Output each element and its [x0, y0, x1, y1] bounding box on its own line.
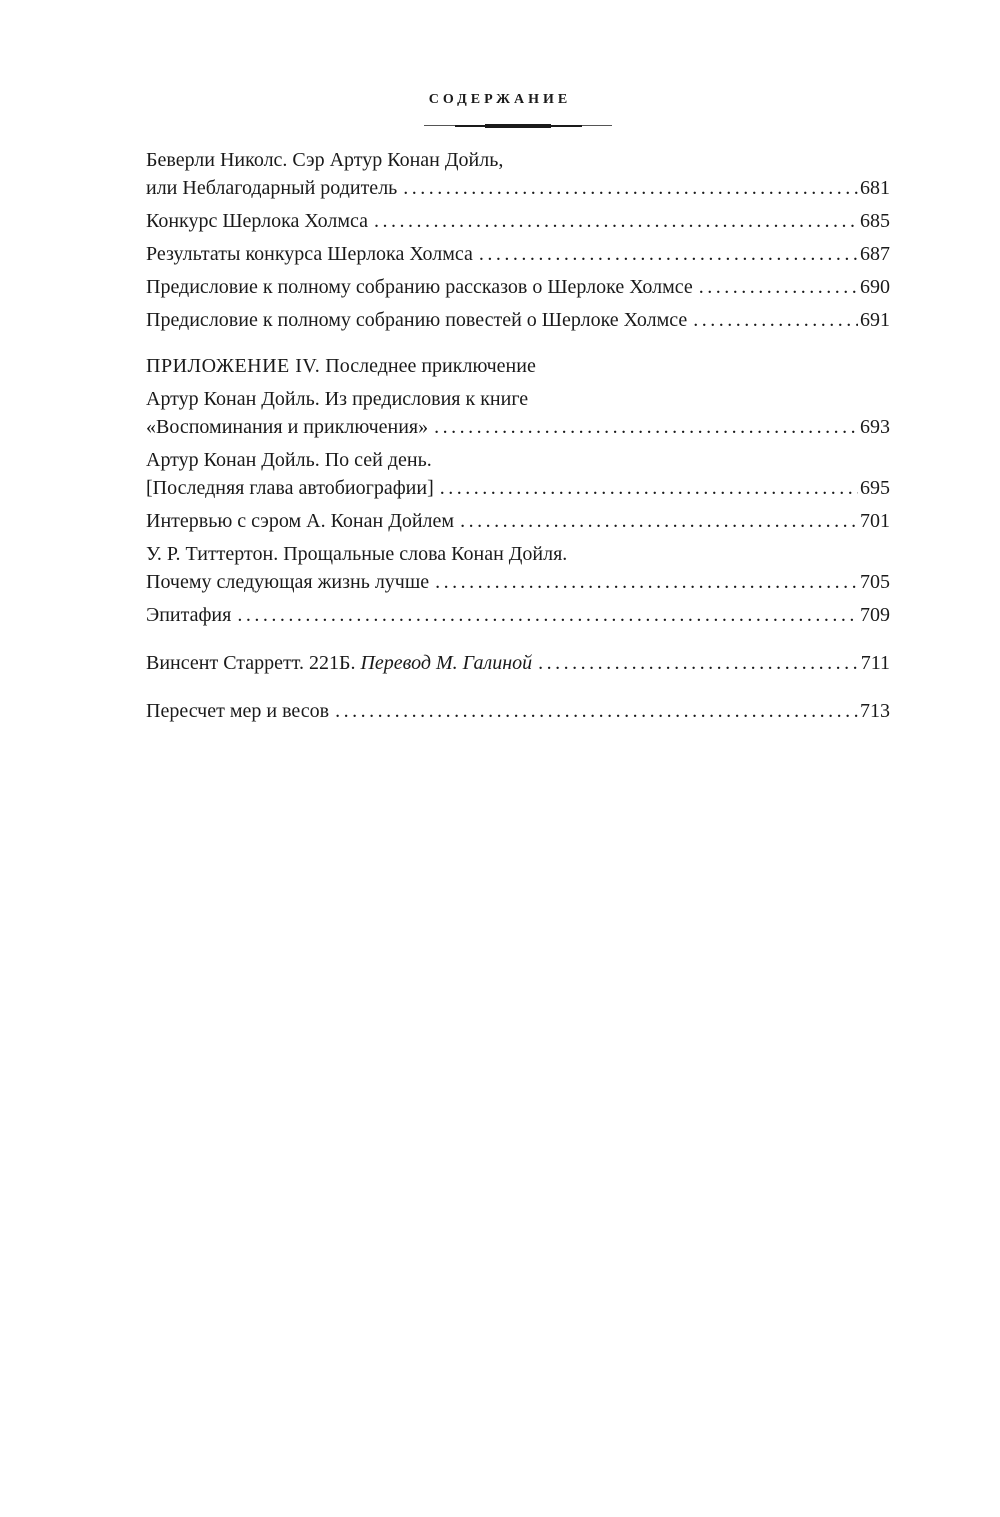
entry-title: Эпитафия: [146, 604, 232, 626]
toc-entry-preface-stories[interactable]: [146, 273, 890, 301]
dot-leader: [460, 507, 858, 535]
entry-title-line2: [Последняя глава автобиографии]: [146, 477, 434, 499]
page-number: 701: [860, 510, 890, 532]
dot-leader: [403, 174, 858, 202]
toc-entry-epitaph[interactable]: [146, 601, 890, 629]
divider-thick-line: [485, 124, 551, 128]
entry-title-line1: Беверли Николс. Сэр Артур Конан Дойль,: [146, 149, 504, 171]
page-number: 711: [860, 652, 890, 674]
page-number: 693: [860, 416, 890, 438]
entry-title-line1: Артур Конан Дойль. По сей день.: [146, 449, 432, 471]
toc-entry-contest-results[interactable]: [146, 240, 890, 268]
entry-title-line2: или Неблагодарный родитель: [146, 177, 398, 199]
page-number: 713: [860, 700, 890, 722]
section-heading-appendix-4[interactable]: [146, 352, 890, 380]
toc-entry-preface-novels[interactable]: [146, 306, 890, 334]
page-number: 705: [860, 571, 890, 593]
toc-entry-to-this-day[interactable]: [146, 446, 890, 502]
toc-entry-memories-preface[interactable]: [146, 385, 890, 441]
page-number: 709: [860, 604, 890, 626]
dot-leader: [237, 601, 858, 629]
entry-title: [146, 649, 538, 677]
dot-leader: [440, 474, 858, 502]
dot-leader: [435, 568, 858, 596]
ornamental-divider: [424, 124, 612, 128]
entry-title: Конкурс Шерлока Холмса: [146, 210, 368, 232]
toc-entry-nichols[interactable]: [146, 146, 890, 202]
dot-leader: [479, 240, 858, 268]
toc-entry-starrett[interactable]: [146, 649, 890, 677]
dot-leader: [434, 413, 858, 441]
entry-title-line1: У. Р. Титтертон. Прощальные слова Конан Дойля.: [146, 543, 568, 565]
dot-leader: [693, 306, 858, 334]
entry-title-main: Винсент Старретт. 221Б.: [146, 652, 356, 674]
dot-leader: [374, 207, 858, 235]
toc-entry-measures[interactable]: [146, 697, 890, 725]
entry-title: Интервью с сэром А. Конан Дойлем: [146, 510, 455, 532]
entry-title-line2: Почему следующая жизнь лучше: [146, 571, 430, 593]
running-head: СОДЕРЖАНИЕ: [428, 92, 572, 107]
page-number: 695: [860, 477, 890, 499]
page-number: 690: [860, 276, 890, 298]
dot-leader: [699, 273, 858, 301]
entry-title: Предисловие к полному собранию рассказов о Шерлоке Холмсе: [146, 276, 693, 298]
entry-translator: Перевод М. Галиной: [360, 652, 533, 674]
page-number: 681: [860, 177, 890, 199]
toc-entry-interview[interactable]: [146, 507, 890, 535]
dot-leader: [335, 697, 858, 725]
section-heading-label: ПРИЛОЖЕНИЕ IV.: [146, 355, 321, 377]
section-heading-title: Последнее приключение: [325, 355, 536, 377]
dot-leader: [538, 649, 859, 677]
page-number: 687: [860, 243, 890, 265]
entry-title: Предисловие к полному собранию повестей о Шерлоке Холмсе: [146, 309, 688, 331]
page-number: 685: [860, 210, 890, 232]
toc-entry-titterton[interactable]: [146, 540, 890, 596]
entry-title: Пересчет мер и весов: [146, 700, 330, 722]
entry-title-line2: «Воспоминания и приключения»: [146, 416, 429, 438]
entry-title-line1: Артур Конан Дойль. Из предисловия к книге: [146, 388, 529, 410]
table-of-contents: [146, 146, 890, 730]
entry-title: Результаты конкурса Шерлока Холмса: [146, 243, 473, 265]
toc-entry-contest[interactable]: [146, 207, 890, 235]
page-number: 691: [860, 309, 890, 331]
